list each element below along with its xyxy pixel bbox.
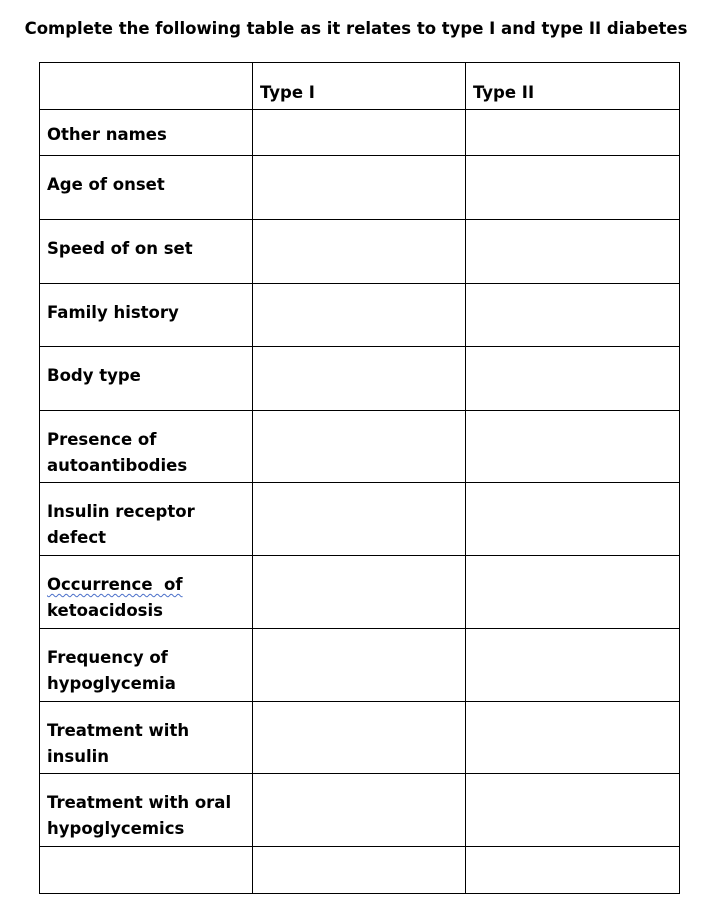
row-label-cell — [40, 774, 253, 847]
answer-cell-type-2[interactable] — [466, 556, 680, 629]
row-label-body-type: Body type — [47, 366, 141, 385]
row-label-cell — [40, 483, 253, 556]
table-row-blank — [40, 847, 680, 894]
table-row — [40, 483, 680, 556]
row-label-age-of-onset: Age of onset — [47, 175, 165, 194]
table-row — [40, 411, 680, 483]
answer-cell-type-1[interactable] — [253, 702, 466, 774]
table-row — [40, 702, 680, 774]
answer-cell-type-2[interactable] — [466, 629, 680, 702]
answer-cell-type-2[interactable] — [466, 284, 680, 347]
row-label-insulin-receptor-defect: Insulin receptor defect — [47, 502, 195, 547]
header-cell-empty — [40, 63, 253, 110]
answer-cell-type-1[interactable] — [253, 220, 466, 284]
row-label-cell — [40, 347, 253, 411]
row-label-autoantibodies: Presence of autoantibodies — [47, 430, 188, 475]
answer-cell-type-2[interactable] — [466, 411, 680, 483]
table-header-row — [40, 63, 680, 110]
answer-cell-type-1[interactable] — [253, 156, 466, 220]
answer-cell-type-1[interactable] — [253, 411, 466, 483]
row-label-family-history: Family history — [47, 303, 179, 322]
row-label-insulin-treatment: Treatment with insulin — [47, 721, 190, 766]
column-header-type-1: Type I — [260, 83, 315, 102]
answer-cell-type-1[interactable] — [253, 284, 466, 347]
answer-cell-type-1[interactable] — [253, 774, 466, 847]
table-row — [40, 629, 680, 702]
row-label-cell — [40, 411, 253, 483]
row-label-other-names: Other names — [47, 125, 167, 144]
row-label-cell — [40, 847, 253, 894]
answer-cell-type-2[interactable] — [466, 110, 680, 156]
answer-cell-type-2[interactable] — [466, 156, 680, 220]
row-label-speed-of-onset: Speed of on set — [47, 239, 193, 258]
row-label-hypoglycemia-frequency: Frequency of hypoglycemia — [47, 648, 176, 693]
table-row — [40, 774, 680, 847]
answer-cell-type-2[interactable] — [466, 774, 680, 847]
table-row — [40, 156, 680, 220]
answer-cell-type-2[interactable] — [466, 347, 680, 411]
spellcheck-underlined-text: Occurrence of — [47, 575, 183, 594]
row-label-cell — [40, 110, 253, 156]
answer-cell-type-1[interactable] — [253, 556, 466, 629]
page-title: Complete the following table as it relates to type I and type II diabetes — [24, 19, 688, 38]
row-label-cell — [40, 702, 253, 774]
row-label-oral-hypoglycemics: Treatment with oral hypoglycemics — [47, 793, 232, 838]
row-label-cell — [40, 220, 253, 284]
comparison-table — [39, 62, 680, 894]
column-header-type-2: Type II — [473, 83, 535, 102]
header-cell-type-1 — [253, 63, 466, 110]
answer-cell-type-2[interactable] — [466, 483, 680, 556]
table-row — [40, 556, 680, 629]
row-label-ketoacidosis: Occurrence of ketoacidosis — [47, 575, 183, 620]
answer-cell-type-1[interactable] — [253, 110, 466, 156]
row-label-cell — [40, 629, 253, 702]
row-label-cell — [40, 556, 253, 629]
header-cell-type-2 — [466, 63, 680, 110]
answer-cell-type-2[interactable] — [466, 220, 680, 284]
table-row — [40, 284, 680, 347]
answer-cell-type-2[interactable] — [466, 847, 680, 894]
row-label-cell — [40, 156, 253, 220]
answer-cell-type-1[interactable] — [253, 847, 466, 894]
table-row — [40, 110, 680, 156]
answer-cell-type-1[interactable] — [253, 347, 466, 411]
row-label-cell — [40, 284, 253, 347]
table-row — [40, 220, 680, 284]
answer-cell-type-2[interactable] — [466, 702, 680, 774]
table-row — [40, 347, 680, 411]
answer-cell-type-1[interactable] — [253, 483, 466, 556]
answer-cell-type-1[interactable] — [253, 629, 466, 702]
